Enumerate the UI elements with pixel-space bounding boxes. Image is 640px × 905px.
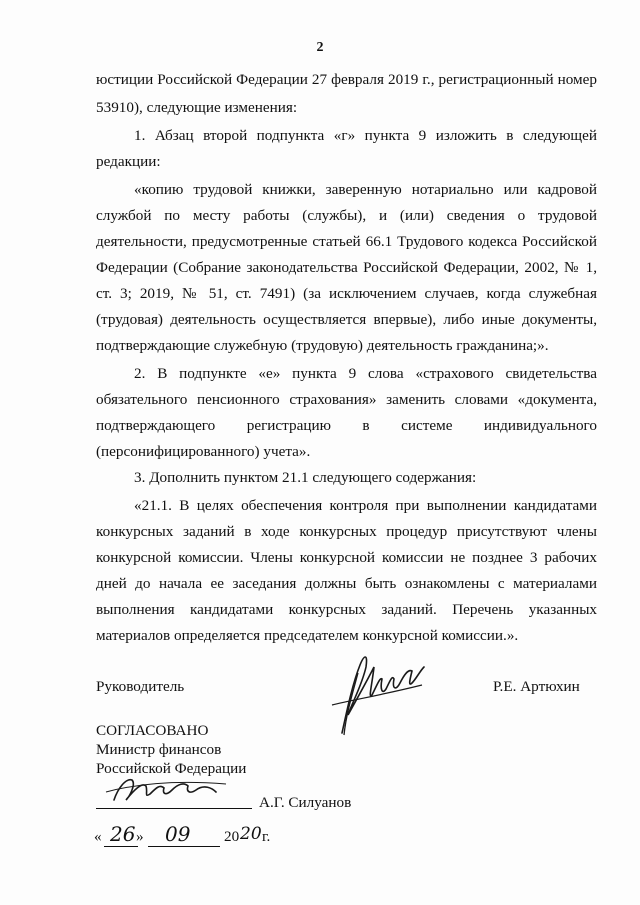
paragraph-line: 1. Абзац второй подпункта «г» пункта 9 изложить в следующей — [134, 127, 597, 144]
date-close-quote: » — [136, 828, 144, 845]
paragraph-line: обязательного пенсионного страхования» заменить словами «документа, — [96, 391, 597, 408]
paragraph-line: конкурсной комиссии. Члены конкурсной комиссии не позднее 3 рабочих — [96, 549, 597, 566]
paragraph-line: (трудовая) деятельность осуществляется впервые), либо иные документы, — [96, 311, 597, 328]
signatory-title: Руководитель — [96, 678, 185, 695]
paragraph-line: (персонифицированного) учета». — [96, 443, 311, 460]
paragraph-line: материалов определяется председателем конкурсной комиссии.». — [96, 627, 519, 644]
date-day-line — [104, 846, 138, 847]
signatory-name: Р.Е. Артюхин — [493, 678, 580, 695]
approval-position-line2: Российской Федерации — [96, 760, 247, 777]
signature-artyukhin — [322, 645, 432, 740]
approval-name: А.Г. Силуанов — [259, 794, 352, 811]
date-year-prefix: 20 — [224, 828, 240, 845]
date-month-line — [148, 846, 220, 847]
paragraph-line: подтверждающие служебную (трудовую) деятельность гражданина;». — [96, 337, 549, 354]
signature-siluanov — [96, 770, 256, 810]
paragraph-line: конкурсных заданий в ходе конкурсных процедур присутствуют члены — [96, 523, 597, 540]
paragraph-line: 2. В подпункте «е» пункта 9 слова «страхового свидетельства — [134, 365, 597, 382]
paragraph-line: 3. Дополнить пунктом 21.1 следующего содержания: — [134, 469, 477, 486]
paragraph-line: дней до начала ее заседания должны быть ознакомлены с материалами — [96, 575, 597, 592]
date-month: 09 — [165, 822, 191, 846]
paragraph-line: «21.1. В целях обеспечения контроля при выполнении кандидатами — [134, 497, 597, 514]
paragraph-line: подтверждающего регистрацию в системе индивидуального — [96, 417, 597, 434]
date-suffix: г. — [262, 828, 271, 845]
approval-heading: СОГЛАСОВАНО — [96, 722, 209, 739]
date-open-quote: « — [94, 828, 102, 845]
paragraph-line: службой по месту работы (службы), и (или) сведения о трудовой — [96, 207, 597, 224]
paragraph-line: редакции: — [96, 153, 161, 170]
paragraph-line: ст. 3; 2019, № 51, ст. 7491) (за исключением случаев, когда служебная — [96, 285, 597, 302]
date-year-suffix: 20 — [240, 824, 262, 844]
paragraph-line: выполнения кандидатами конкурсных заданий. Перечень указанных — [96, 601, 597, 618]
page-number: 2 — [316, 40, 324, 55]
signature-line — [96, 808, 252, 809]
approval-position-line1: Министр финансов — [96, 741, 222, 758]
paragraph-line: «копию трудовой книжки, заверенную нотариально или кадровой — [134, 181, 597, 198]
paragraph-line: юстиции Российской Федерации 27 февраля 2019 г., регистрационный номер — [96, 71, 597, 88]
paragraph-line: Федерации (Собрание законодательства Российской Федерации, 2002, № 1, — [96, 259, 597, 276]
date-day: 26 — [110, 822, 136, 846]
paragraph-line: 53910), следующие изменения: — [96, 99, 298, 116]
paragraph-line: деятельности, предусмотренные статьей 66.1 Трудового кодекса Российской — [96, 233, 597, 250]
